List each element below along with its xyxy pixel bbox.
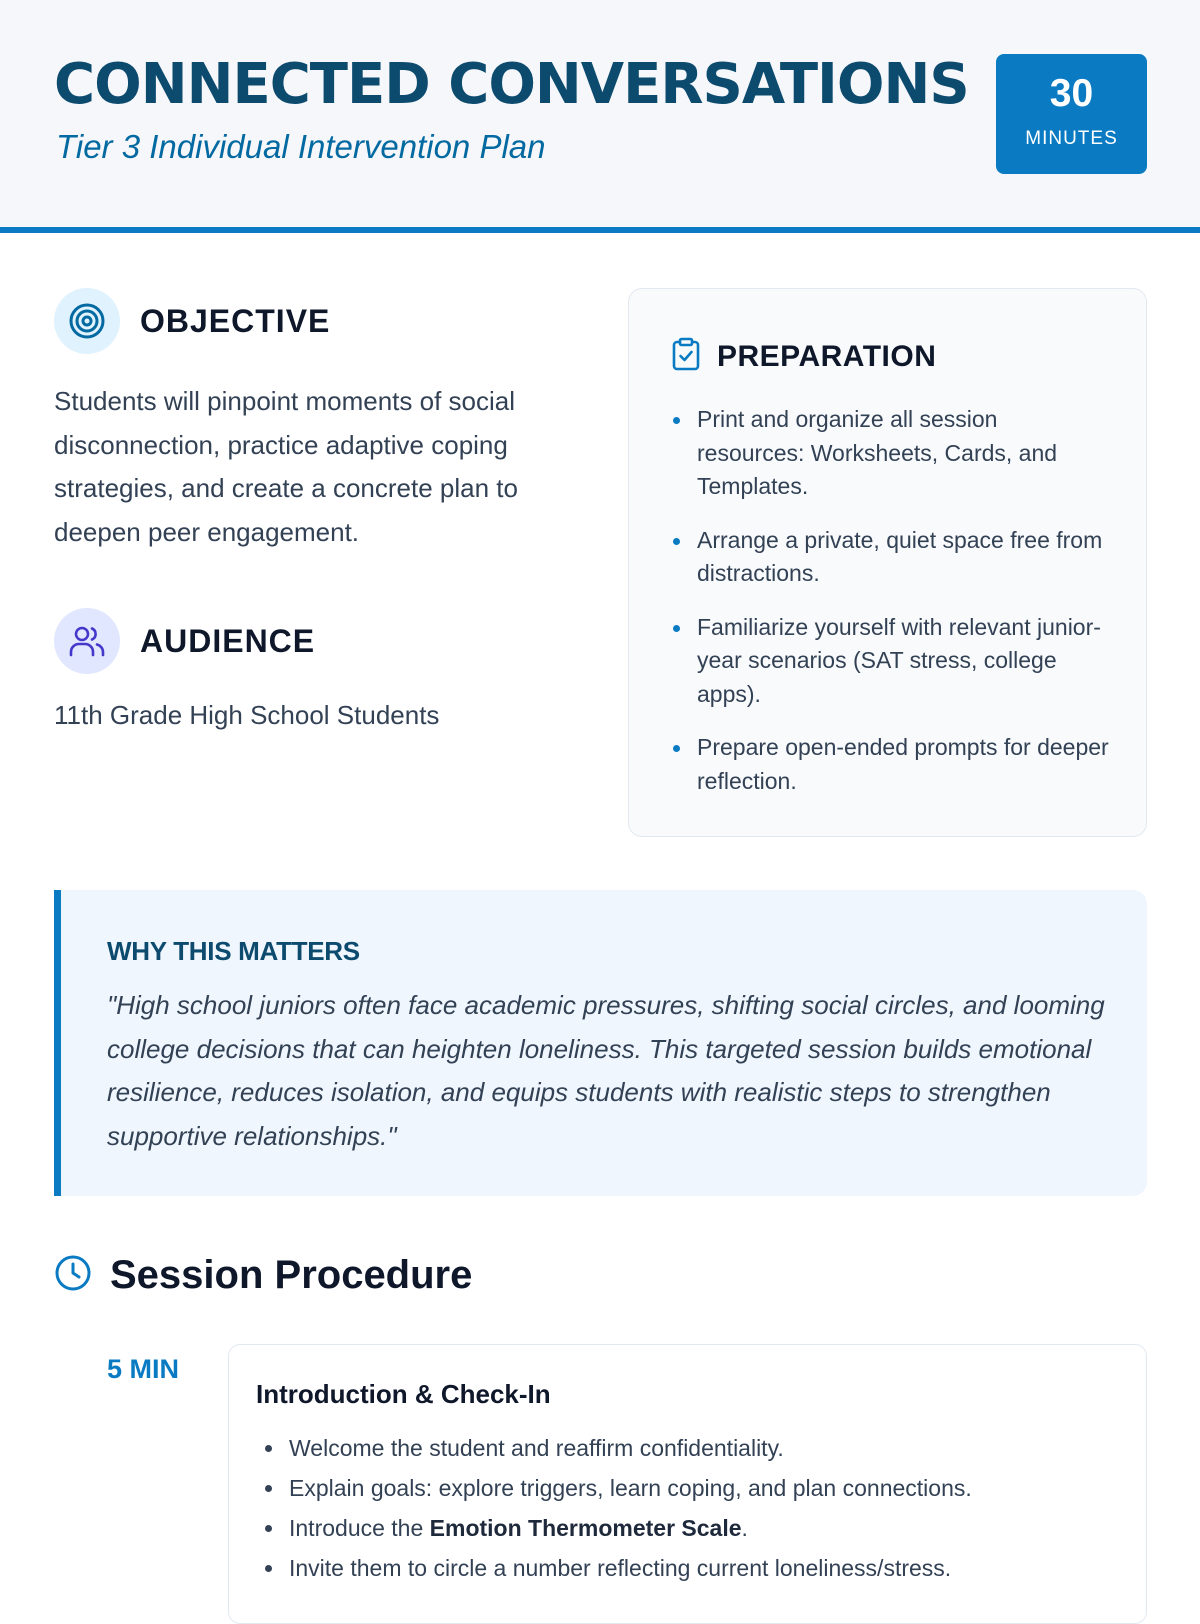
- duration-badge: [996, 54, 1147, 174]
- list-item: Prepare open-ended prompts for deeper reflection.: [671, 731, 1111, 798]
- page-subtitle: Tier 3 Individual Intervention Plan: [56, 128, 546, 165]
- step-title: Introduction & Check-In: [256, 1379, 551, 1409]
- why-quote: "High school juniors often face academic pressures, shifting social circles, and looming college decisions that can heighten loneliness. This targeted session builds emotional resilience, reduces isolation, and equips students with realistic steps to strengthen supportive relationships.": [107, 990, 1105, 1151]
- clock-icon: [54, 1254, 92, 1297]
- step-time: 5 MIN: [107, 1354, 180, 1384]
- objective-header: [54, 288, 330, 354]
- page-title: CONNECTED CONVERSATIONS: [54, 52, 969, 117]
- emphasized-term: Emotion Thermometer Scale: [429, 1515, 742, 1541]
- preparation-title: PREPARATION: [717, 339, 937, 373]
- preparation-card: [628, 288, 1147, 837]
- duration-unit: MINUTES: [1025, 128, 1118, 149]
- step-list: [263, 1428, 1123, 1588]
- preparation-header: [671, 337, 936, 376]
- clipboard-check-icon: [671, 337, 701, 376]
- procedure-header: [54, 1253, 472, 1298]
- list-item: Invite them to circle a number reflecting current loneliness/stress.: [263, 1548, 1123, 1588]
- step-card: [228, 1344, 1147, 1624]
- procedure-title: Session Procedure: [110, 1253, 473, 1297]
- target-icon: [54, 288, 120, 354]
- list-item-tail: .: [741, 1515, 748, 1541]
- audience-text: 11th Grade High School Students: [54, 700, 440, 730]
- list-item: Welcome the student and reaffirm confidentiality.: [263, 1428, 1123, 1468]
- users-icon: [54, 608, 120, 674]
- list-item: [263, 1508, 1123, 1548]
- objective-text: Students will pinpoint moments of social disconnection, practice adaptive coping strategies, and create a concrete plan to deepen peer engagement.: [54, 386, 518, 547]
- list-item: Familiarize yourself with relevant junior-year scenarios (SAT stress, college apps).: [671, 611, 1111, 712]
- list-item: Arrange a private, quiet space free from distractions.: [671, 524, 1111, 591]
- preparation-list: [671, 403, 1111, 818]
- objective-title: OBJECTIVE: [140, 302, 331, 339]
- list-item-text: Introduce the: [289, 1515, 430, 1541]
- list-item: Explain goals: explore triggers, learn coping, and plan connections.: [263, 1468, 1123, 1508]
- duration-value: 30: [1049, 72, 1094, 115]
- page-header: [0, 0, 1200, 233]
- list-item: Print and organize all session resources: Worksheets, Cards, and Templates.: [671, 403, 1111, 504]
- audience-title: AUDIENCE: [140, 622, 316, 659]
- why-this-matters-callout: [54, 890, 1147, 1196]
- audience-header: [54, 608, 315, 674]
- why-title: WHY THIS MATTERS: [107, 936, 360, 966]
